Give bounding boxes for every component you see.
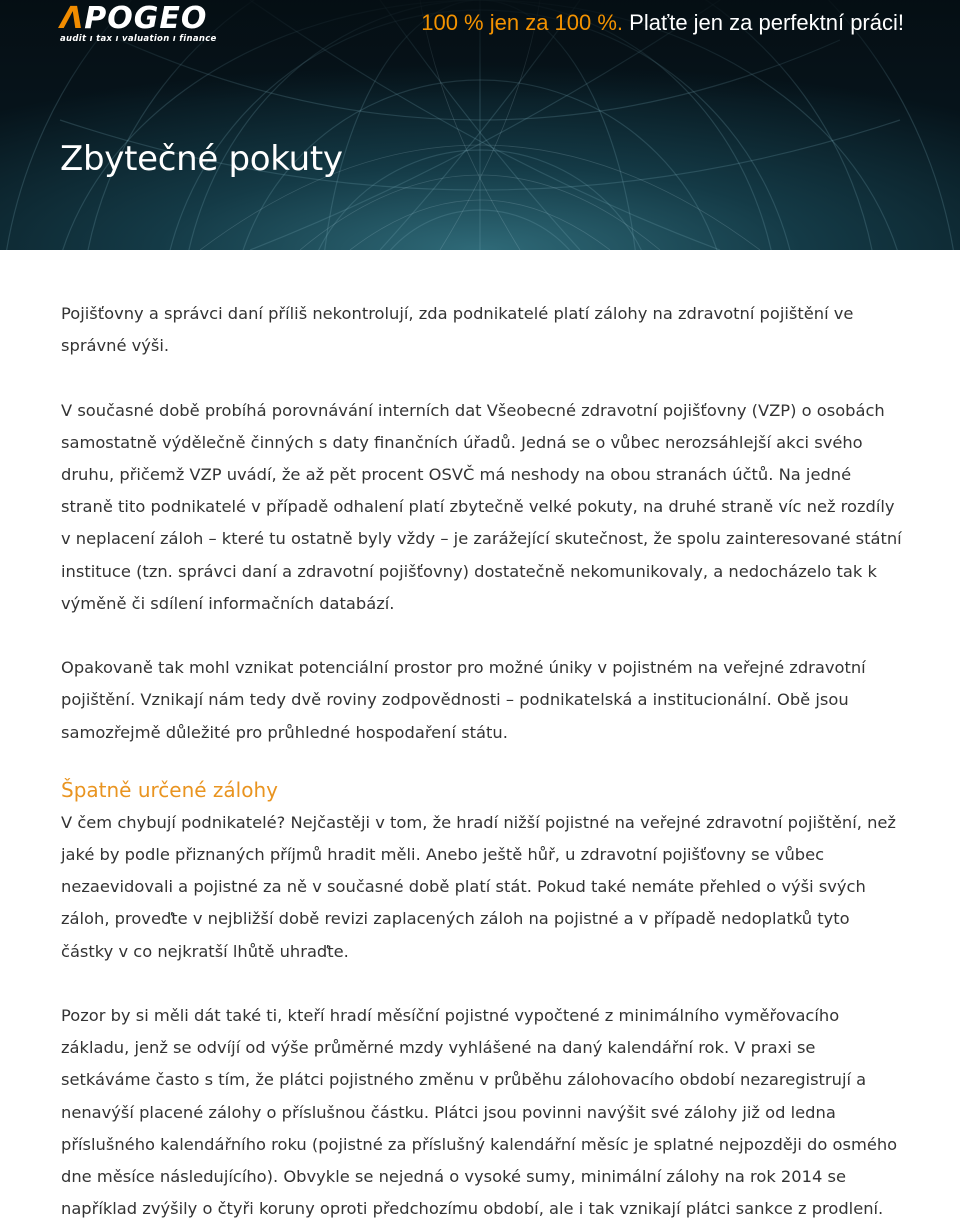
slogan-text: Plaťte jen za perfektní práci! [623, 10, 904, 35]
paragraph-errors: V čem chybují podnikatelé? Nejčastěji v tom, že hradí nižší pojistné na veřejné zdravotní pojištění, než jaké by podle přiznaných příjmů hradit měli. Anebo ještě hůř, u zdravotní pojišťovny se vůbec nezaevidovali a pojistné za ně v současné době platí stát. Pokud také nemáte přehled o výši svých záloh, proveďte v nejbližší době revizi zaplacených záloh na pojistné a v případě nedoplatků tyto částky v co nejkratší lhůtě uhraďte. [61, 812, 896, 961]
section-heading: Špatně určené zálohy [61, 777, 278, 802]
paragraph-minimum-base: Pozor by si měli dát také ti, kteří hradí měsíční pojistné vypočtené z minimálního vyměřovacího základu, jenž se odvíjí od výše průměrné mzdy vyhlášené na daný kalendářní rok. V praxi se setkáváme často s tím, že plátci pojistného změnu v průběhu zálohovacího období nezaregistrují a nenavýší placené zálohy o příslušnou částku. Plátci jsou povinni navýšit své zálohy již od ledna příslušného kalendářního roku (pojistné za příslušný kalendářní měsíc je splatné nejpozději do osmého dne měsíce následujícího). Obvykle se nejedná o vysoké sumy, minimální zálohy na rok 2014 se například zvýšily o čtyři koruny oproti předchozímu období, ale i tak vznikají plátci sankce z prodlení. [61, 1006, 898, 1219]
header-banner [0, 0, 960, 250]
article-body [61, 298, 906, 1225]
logo-tagline: audit ı tax ı valuation ı finance [60, 34, 217, 44]
paragraph-responsibility: Opakovaně tak mohl vznikat potenciální prostor pro možné úniky v pojistném na veřejné zdravotní pojištění. Vznikají nám tedy dvě roviny zodpovědnosti – podnikatelská a institucionální. Obě jsou samozřejmě důležité pro průhledné hospodaření státu. [61, 658, 866, 742]
page-title: Zbytečné pokuty [60, 139, 343, 179]
header-slogan [421, 9, 904, 37]
apogeo-logo[interactable] [60, 2, 217, 44]
intro-paragraph: Pojišťovny a správci daní příliš nekontrolují, zda podnikatelé platí zálohy na zdravotní pojištění ve správné výši. [61, 304, 854, 356]
slogan-accent: 100 % jen za 100 %. [421, 10, 624, 35]
logo-wordmark: ΛPOGEO [60, 1, 208, 36]
paragraph-vzp-comparison: V současné době probíhá porovnávání interních dat Všeobecné zdravotní pojišťovny (VZP) o osobách samostatně výdělečně činných s daty finančních úřadů. Jedná se o vůbec nerozsáhlejší akci svého druhu, přičemž VZP uvádí, že až pět procent OSVČ má neshody na obou stranách účtů. Na jedné straně tito podnikatelé v případě odhalení platí zbytečně velké pokuty, na druhé straně víc než rozdíly v neplacení záloh – které tu ostatně byly vždy – je zarážející skutečnost, že spolu zainteresované státní instituce (tzn. správci daní a zdravotní pojišťovny) dostatečně nekomunikovaly, a nedocházelo tak k výměně či sdílení informačních databází. [61, 400, 902, 613]
